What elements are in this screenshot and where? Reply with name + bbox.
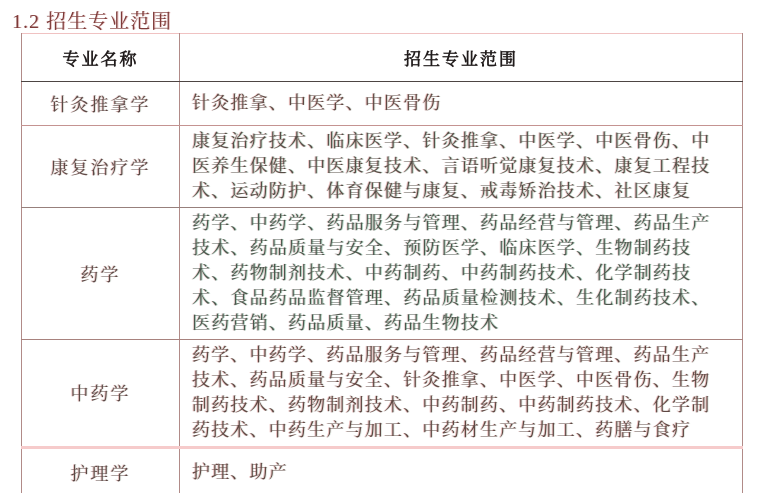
scope-cell: 药学、中药学、药品服务与管理、药品经营与管理、药品生产技术、药品质量与安全、预防医学、临床医学、生物制药技术、药物制剂技术、中药制药、中药制药技术、化学制药技术、食品药品监督管理、药品质量检测技术、生化制药技术、医药营销、药品质量、药品生物技术 [180,208,743,340]
table-row [22,208,743,340]
table-row [22,82,743,126]
enrollment-major-table [21,33,743,493]
major-name-cell: 针灸推拿学 [22,82,180,126]
section-title: 1.2 招生专业范围 [12,11,172,33]
scope-cell: 针灸推拿、中医学、中医骨伤 [180,82,743,126]
major-name-cell: 护理学 [22,448,180,493]
table-header-row [22,34,743,82]
major-name-cell: 康复治疗学 [22,126,180,208]
table-row [22,126,743,208]
scope-cell: 药学、中药学、药品服务与管理、药品经营与管理、药品生产技术、药品质量与安全、针灸推拿、中医学、中医骨伤、生物制药技术、药物制剂技术、中药制药、中药制药技术、化学制药技术、中药生产与加工、中药材生产与加工、药膳与食疗 [180,340,743,448]
major-name-cell: 药学 [22,208,180,340]
table-row [22,340,743,448]
major-name-cell: 中药学 [22,340,180,448]
scope-cell: 康复治疗技术、临床医学、针灸推拿、中医学、中医骨伤、中医养生保健、中医康复技术、言语听觉康复技术、康复工程技术、运动防护、体育保健与康复、戒毒矫治技术、社区康复 [180,126,743,208]
scope-cell: 护理、助产 [180,448,743,493]
header-major-name: 专业名称 [22,34,180,82]
table-row [22,448,743,493]
header-scope: 招生专业范围 [180,34,743,82]
